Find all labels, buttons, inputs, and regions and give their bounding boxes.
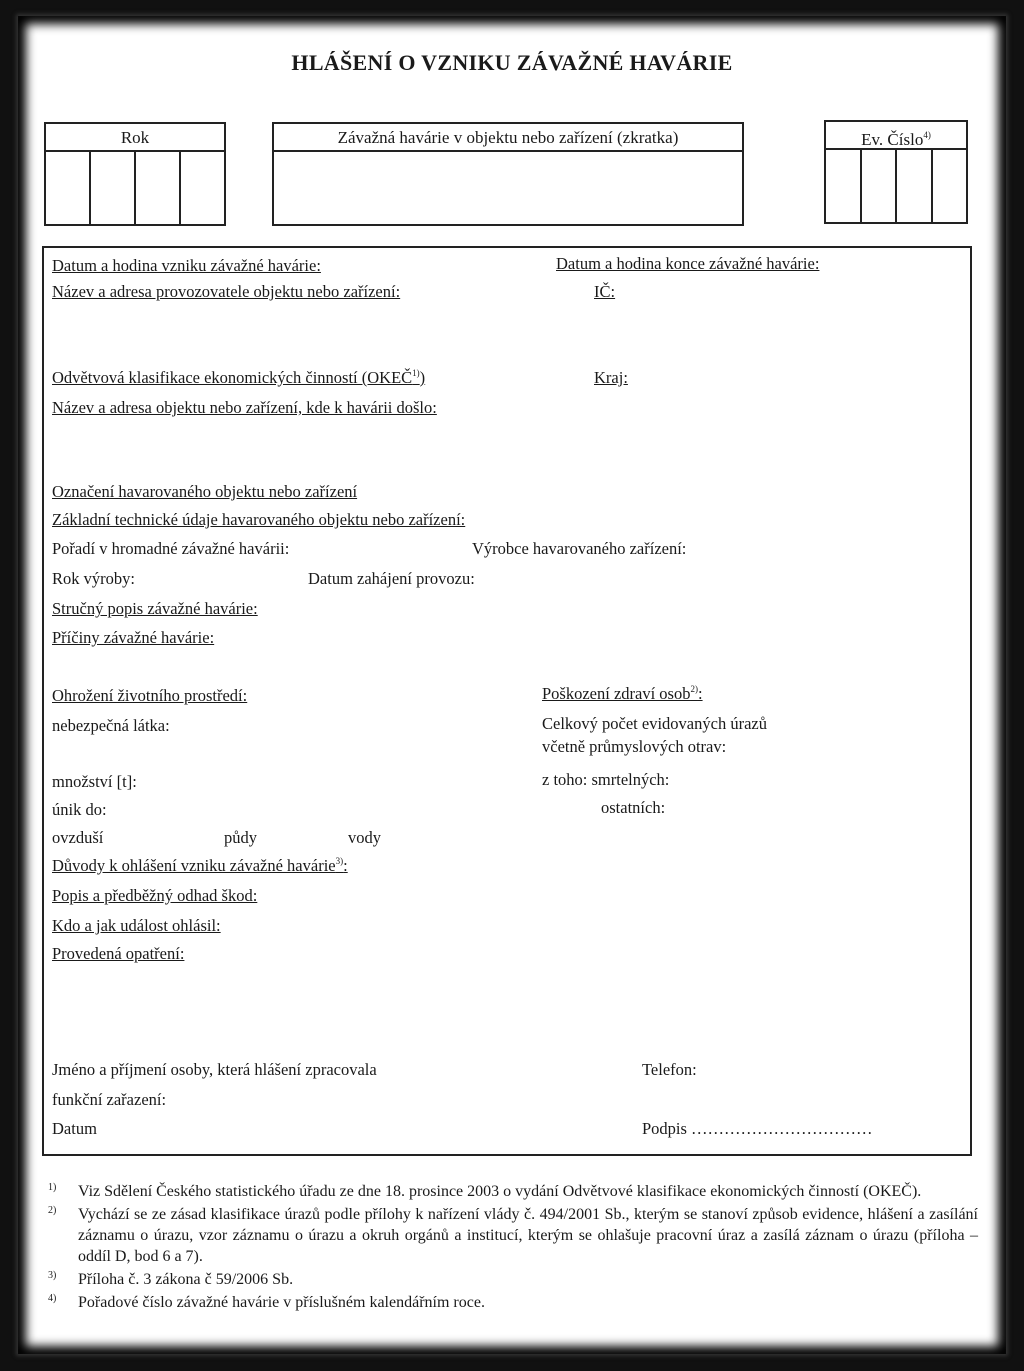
nazev-objektu-label: Název a adresa objektu nebo zařízení, kde k havárii došlo:: [52, 398, 437, 417]
provozovatel-label: Název a adresa provozovatele objektu nebo zařízení:: [52, 282, 401, 301]
footnote: [48, 1292, 978, 1313]
opatreni-label: Provedená opatření:: [52, 944, 185, 963]
main-form-box: [42, 246, 972, 1156]
funkcni-label: funkční zařazení:: [52, 1090, 167, 1109]
priciny-label: Příčiny závažné havárie:: [52, 628, 215, 647]
technicke-udaje-label: Základní technické údaje havarovaného objektu nebo zařízení:: [52, 510, 466, 529]
rok-cell[interactable]: [46, 152, 91, 224]
popis-skod-label: Popis a předběžný odhad škod:: [52, 886, 258, 905]
footnote: [48, 1204, 978, 1267]
kdo-ohlasil-label: Kdo a jak událost ohlásil:: [52, 916, 221, 935]
ic-label: IČ:: [594, 282, 616, 301]
vody-label: vody: [348, 828, 381, 847]
rok-label: Rok: [46, 124, 224, 152]
rok-box: [44, 122, 226, 226]
rok-cell[interactable]: [181, 152, 224, 224]
zkratka-box: [272, 122, 744, 226]
datum-label: Datum: [52, 1119, 97, 1138]
strucny-popis-label: Stručný popis závažné havárie:: [52, 599, 258, 618]
datum-konce-label: Datum a hodina konce závažné havárie:: [556, 254, 820, 273]
datum-vzniku-label: Datum a hodina vzniku závažné havárie:: [52, 256, 321, 275]
mnozstvi-label: množství [t]:: [52, 772, 137, 791]
oznaceni-label: Označení havarovaného objektu nebo zařízení: [52, 482, 358, 501]
footnote: [48, 1181, 978, 1202]
ev-cislo-label: Ev. Číslo$^{4)}$: [826, 122, 966, 150]
ev-cislo-box: [824, 120, 968, 224]
footnote-number: 4): [48, 1293, 57, 1304]
ostatnich-label: ostatních:: [601, 798, 666, 817]
rok-cell[interactable]: [91, 152, 136, 224]
vyrobce-label: Výrobce havarovaného zařízení:: [472, 539, 687, 558]
ev-cislo-cell[interactable]: [897, 150, 933, 222]
page-title: HLÁŠENÍ O VZNIKU ZÁVAŽNÉ HAVÁRIE: [291, 50, 733, 75]
poradi-label: Pořadí v hromadné závažné havárii:: [52, 539, 290, 558]
celkovy-pocet-label-1: Celkový počet evidovaných úrazů: [542, 714, 767, 733]
footnote-number: 3): [48, 1270, 57, 1281]
ohrozeni-label: Ohrožení životního prostředí:: [52, 686, 248, 705]
footnote-text: Pořadové číslo závažné havárie v příslušném kalendářním roce.: [78, 1294, 485, 1311]
podpis-label: Podpis ……………………………: [642, 1119, 873, 1138]
kraj-label: Kraj:: [594, 368, 628, 387]
ovzdusi-label: ovzduší: [52, 828, 104, 847]
rok-vyroby-label: Rok výroby:: [52, 569, 135, 588]
poskozeni-label: Poškození zdraví osob$^{2)}$:: [542, 684, 703, 703]
okec-label: Odvětvová klasifikace ekonomických činností (OKEČ$^{1)}$): [52, 368, 426, 387]
unik-do-label: únik do:: [52, 800, 107, 819]
jmeno-label: Jméno a příjmení osoby, která hlášení zpracovala: [52, 1060, 377, 1079]
zkratka-label: Závažná havárie v objektu nebo zařízení (zkratka): [274, 124, 742, 152]
ev-cislo-cell[interactable]: [826, 150, 862, 222]
z-toho-label: z toho: smrtelných:: [542, 770, 670, 789]
ev-cislo-cell[interactable]: [862, 150, 898, 222]
rok-cell[interactable]: [136, 152, 181, 224]
form-page: [18, 16, 1006, 1354]
footnote-text: Příloha č. 3 zákona č 59/2006 Sb.: [78, 1271, 294, 1288]
duvody-label: Důvody k ohlášení vzniku závažné havárie$^{3)}$:: [52, 856, 348, 875]
footnote-number: 1): [48, 1182, 57, 1193]
footnote-text: Vychází se ze zásad klasifikace úrazů podle přílohy k nařízení vlády č. 494/2001 Sb., kterým se stanoví způsob evidence, hlášení a zasílání záznamu o úrazu, vzor záznamu o úrazu a okruh orgánů a institucí, kterým se ohlašuje pracovní úraz a zasílá záznam o úrazu (příloha – oddíl D, bod 6 a 7).: [78, 1206, 978, 1265]
datum-zahajeni-label: Datum zahájení provozu:: [308, 569, 475, 588]
footnote-text: Viz Sdělení Českého statistického úřadu ze dne 18. prosince 2003 o vydání Odvětvové klasifikace ekonomických činností (OKEČ).: [78, 1183, 922, 1200]
pudy-label: půdy: [224, 828, 257, 847]
footnote-number: 2): [48, 1205, 57, 1216]
footnotes: [48, 1181, 978, 1313]
zkratka-field[interactable]: [274, 152, 742, 224]
nebezpecna-latka-label: nebezpečná látka:: [52, 716, 170, 735]
telefon-label: Telefon:: [642, 1060, 697, 1079]
footnote: [48, 1269, 978, 1290]
celkovy-pocet-label-2: včetně průmyslových otrav:: [542, 737, 727, 756]
ev-cislo-cell[interactable]: [933, 150, 967, 222]
